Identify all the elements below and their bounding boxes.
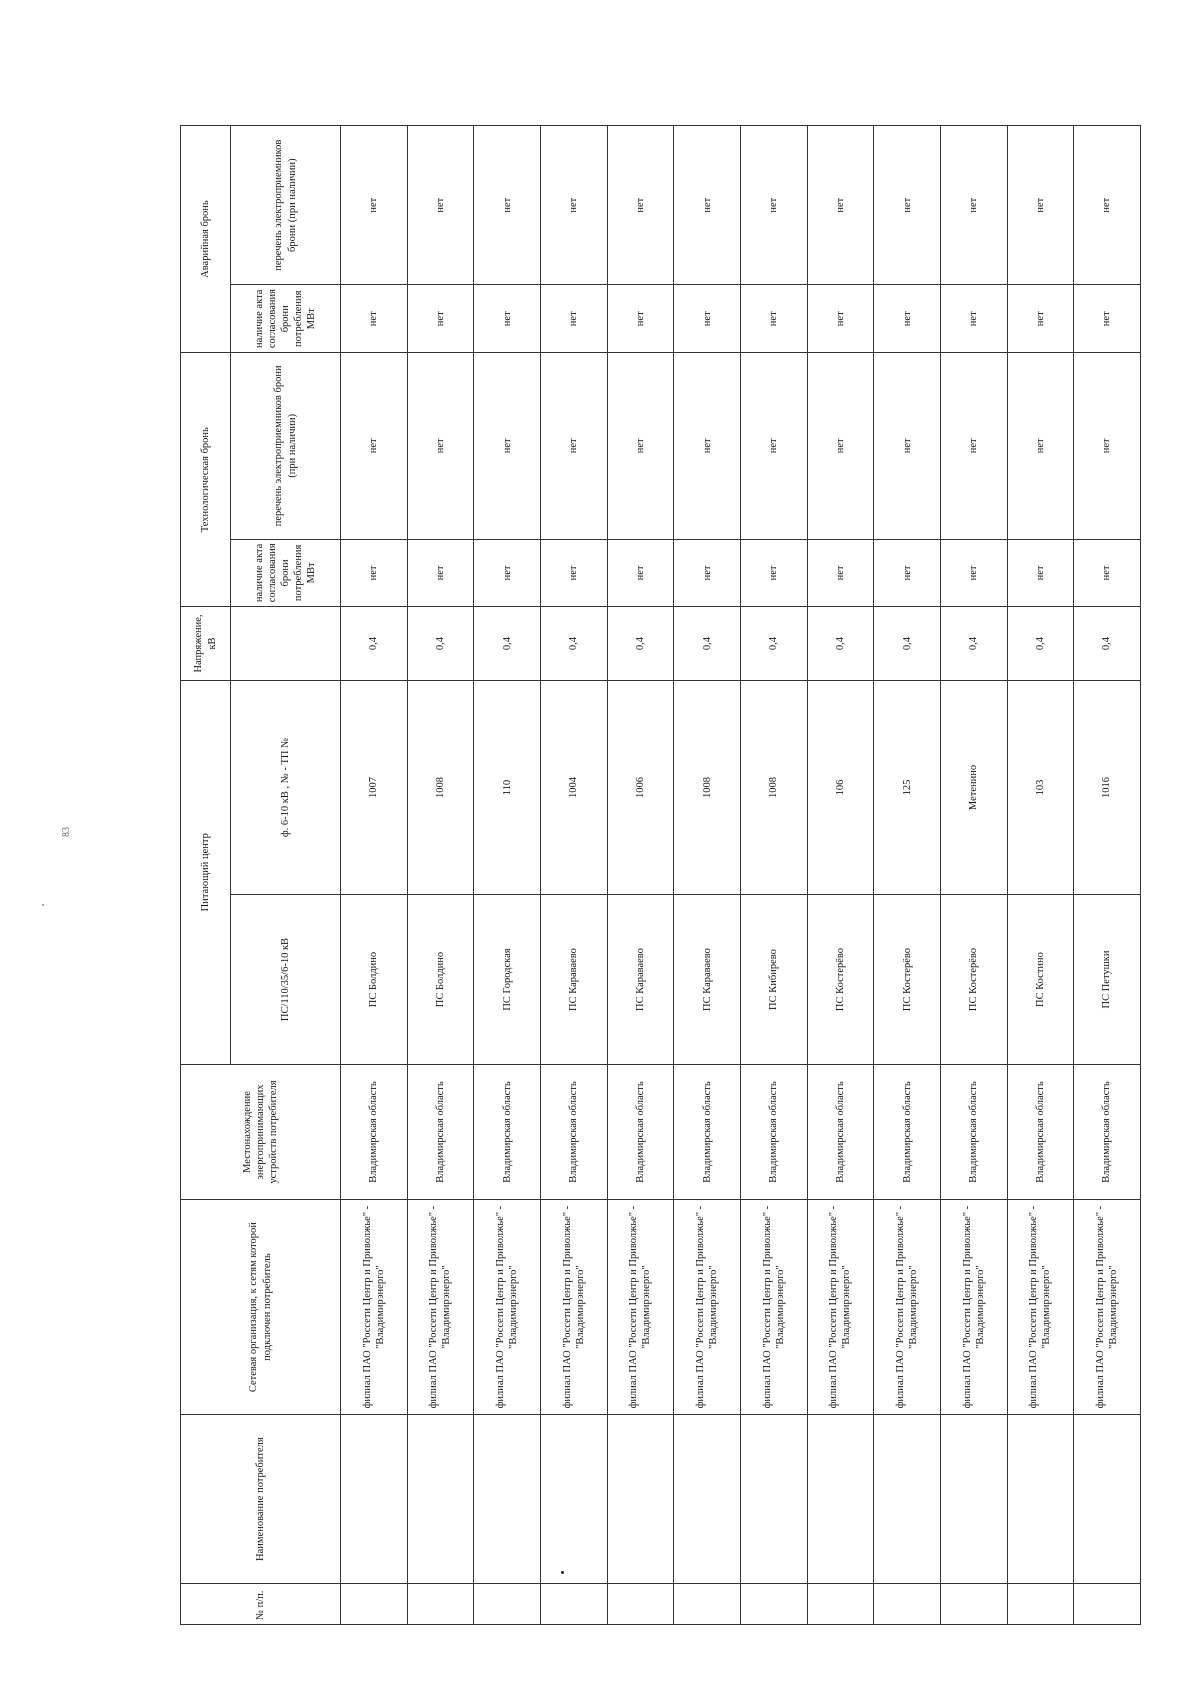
emerg-list-cell: нет	[674, 126, 741, 285]
consumer-name-cell	[341, 1414, 408, 1583]
tech-list-cell: нет	[540, 353, 607, 539]
row-number	[674, 1584, 741, 1625]
network-org-cell: филиал ПАО "Россети Центр и Приволжье" - "Владимирэнерго"	[407, 1200, 474, 1415]
location-cell: Владимирская область	[1074, 1064, 1141, 1200]
emerg-list-cell: нет	[874, 126, 941, 285]
substation-cell: ПС Караваево	[674, 895, 741, 1064]
voltage-cell: 0,4	[407, 607, 474, 680]
emerg-act-cell: нет	[607, 285, 674, 353]
voltage-cell: 0,4	[607, 607, 674, 680]
substation-cell: ПС Костино	[1007, 895, 1074, 1064]
feeder-cell: 1007	[341, 680, 408, 895]
feeder-cell: 1006	[607, 680, 674, 895]
emerg-act-cell: нет	[1074, 285, 1141, 353]
substation-cell: ПС Петушки	[1074, 895, 1141, 1064]
row-number	[407, 1584, 474, 1625]
network-org-cell: филиал ПАО "Россети Центр и Приволжье" - "Владимирэнерго"	[474, 1200, 541, 1415]
col-header-emerg-act: наличие акта согласования брони потребления МВт	[231, 285, 341, 353]
table-row	[940, 126, 1007, 1625]
tech-list-cell: нет	[474, 353, 541, 539]
table-row	[874, 126, 941, 1625]
emerg-act-cell: нет	[940, 285, 1007, 353]
col-header-network-org: Сетевая организация, к сетям которой подключен потребитель	[181, 1200, 341, 1415]
emerg-list-cell: нет	[807, 126, 874, 285]
emerg-list-cell: нет	[940, 126, 1007, 285]
col-header-ps-substation: ПС/110/35/6-10 кВ	[231, 895, 341, 1064]
feeder-cell: Метенино	[940, 680, 1007, 895]
feeder-cell: 110	[474, 680, 541, 895]
voltage-cell: 0,4	[1074, 607, 1141, 680]
scan-speck	[561, 1571, 564, 1574]
emerg-list-cell: нет	[341, 126, 408, 285]
emerg-act-cell: нет	[540, 285, 607, 353]
network-org-cell: филиал ПАО "Россети Центр и Приволжье" - "Владимирэнерго"	[1007, 1200, 1074, 1415]
col-header-emerg-list: перечень электроприемников брони (при наличии)	[231, 126, 341, 285]
emerg-list-cell: нет	[540, 126, 607, 285]
table-row	[740, 126, 807, 1625]
consumer-name-cell	[1007, 1414, 1074, 1583]
reserve-table	[180, 125, 1141, 1625]
substation-cell: ПС Караваево	[607, 895, 674, 1064]
feeder-cell: 1008	[674, 680, 741, 895]
emerg-act-cell: нет	[341, 285, 408, 353]
consumer-name-cell	[740, 1414, 807, 1583]
network-org-cell: филиал ПАО "Россети Центр и Приволжье" - "Владимирэнерго"	[674, 1200, 741, 1415]
feeder-cell: 1008	[740, 680, 807, 895]
tech-act-cell: нет	[1007, 539, 1074, 607]
substation-cell: ПС Костерёво	[807, 895, 874, 1064]
network-org-cell: филиал ПАО "Россети Центр и Приволжье" - "Владимирэнерго"	[607, 1200, 674, 1415]
row-number	[474, 1584, 541, 1625]
col-header-emergency-reserve: Аварийная бронь	[181, 126, 231, 353]
row-number	[1074, 1584, 1141, 1625]
network-org-cell: филиал ПАО "Россети Центр и Приволжье" - "Владимирэнерго"	[740, 1200, 807, 1415]
consumer-name-cell	[540, 1414, 607, 1583]
network-org-cell: филиал ПАО "Россети Центр и Приволжье" - "Владимирэнерго"	[807, 1200, 874, 1415]
emerg-list-cell: нет	[474, 126, 541, 285]
tech-list-cell: нет	[740, 353, 807, 539]
emerg-act-cell: нет	[674, 285, 741, 353]
voltage-cell: 0,4	[540, 607, 607, 680]
network-org-cell: филиал ПАО "Россети Центр и Приволжье" - "Владимирэнерго"	[540, 1200, 607, 1415]
rotated-table-stage	[180, 125, 1140, 1625]
network-org-cell: филиал ПАО "Россети Центр и Приволжье" - "Владимирэнерго"	[874, 1200, 941, 1415]
tech-act-cell: нет	[807, 539, 874, 607]
row-number	[807, 1584, 874, 1625]
col-header-tech-list: перечень электроприемников брони (при наличии)	[231, 353, 341, 539]
emerg-list-cell: нет	[407, 126, 474, 285]
feeder-cell: 106	[807, 680, 874, 895]
tech-act-cell: нет	[874, 539, 941, 607]
network-org-cell: филиал ПАО "Россети Центр и Приволжье" - "Владимирэнерго"	[341, 1200, 408, 1415]
col-header-power-center: Питающий центр	[181, 680, 231, 1064]
emerg-list-cell: нет	[1007, 126, 1074, 285]
table-row	[1007, 126, 1074, 1625]
tech-list-cell: нет	[607, 353, 674, 539]
substation-cell: ПС Кибирево	[740, 895, 807, 1064]
tech-act-cell: нет	[540, 539, 607, 607]
tech-list-cell: нет	[807, 353, 874, 539]
row-number	[874, 1584, 941, 1625]
table-row	[674, 126, 741, 1625]
header-row-1	[181, 126, 231, 1625]
table-row	[407, 126, 474, 1625]
location-cell: Владимирская область	[540, 1064, 607, 1200]
emerg-list-cell: нет	[1074, 126, 1141, 285]
col-header-tech-act: наличие акта согласования брони потребления МВт	[231, 539, 341, 607]
feeder-cell: 1008	[407, 680, 474, 895]
tech-act-cell: нет	[474, 539, 541, 607]
voltage-cell: 0,4	[874, 607, 941, 680]
row-number	[540, 1584, 607, 1625]
voltage-cell: 0,4	[1007, 607, 1074, 680]
tech-act-cell: нет	[341, 539, 408, 607]
col-header-voltage: Напряжение, кВ	[181, 607, 231, 680]
table-row	[607, 126, 674, 1625]
tech-act-cell: нет	[607, 539, 674, 607]
tech-list-cell: нет	[407, 353, 474, 539]
substation-cell: ПС Болдино	[341, 895, 408, 1064]
location-cell: Владимирская область	[607, 1064, 674, 1200]
location-cell: Владимирская область	[407, 1064, 474, 1200]
consumer-name-cell	[474, 1414, 541, 1583]
tech-list-cell: нет	[1074, 353, 1141, 539]
location-cell: Владимирская область	[474, 1064, 541, 1200]
feeder-cell: 1016	[1074, 680, 1141, 895]
row-number	[1007, 1584, 1074, 1625]
consumer-name-cell	[874, 1414, 941, 1583]
row-number	[740, 1584, 807, 1625]
voltage-cell: 0,4	[940, 607, 1007, 680]
substation-cell: ПС Костерёво	[940, 895, 1007, 1064]
row-number	[940, 1584, 1007, 1625]
voltage-cell: 0,4	[341, 607, 408, 680]
feeder-cell: 1004	[540, 680, 607, 895]
col-header-tech-reserve: Технологическая бронь	[181, 353, 231, 607]
location-cell: Владимирская область	[940, 1064, 1007, 1200]
location-cell: Владимирская область	[740, 1064, 807, 1200]
tech-list-cell: нет	[341, 353, 408, 539]
network-org-cell: филиал ПАО "Россети Центр и Приволжье" - "Владимирэнерго"	[1074, 1200, 1141, 1415]
col-header-location: Местонахождение энергопринимающих устройств потребителя	[181, 1064, 341, 1200]
voltage-cell: 0,4	[740, 607, 807, 680]
location-cell: Владимирская область	[1007, 1064, 1074, 1200]
col-header-feeder: ф. 6-10 кВ , № - ТП №	[231, 680, 341, 895]
emerg-list-cell: нет	[607, 126, 674, 285]
emerg-act-cell: нет	[474, 285, 541, 353]
substation-cell: ПС Болдино	[407, 895, 474, 1064]
page-number: 83	[61, 827, 72, 837]
tech-list-cell: нет	[1007, 353, 1074, 539]
tech-list-cell: нет	[674, 353, 741, 539]
col-header-voltage-sub	[231, 607, 341, 680]
tech-act-cell: нет	[674, 539, 741, 607]
table-row	[540, 126, 607, 1625]
substation-cell: ПС Караваево	[540, 895, 607, 1064]
table-body	[341, 126, 1141, 1625]
tech-act-cell: нет	[1074, 539, 1141, 607]
voltage-cell: 0,4	[474, 607, 541, 680]
emerg-act-cell: нет	[407, 285, 474, 353]
table-row	[474, 126, 541, 1625]
network-org-cell: филиал ПАО "Россети Центр и Приволжье" - "Владимирэнерго"	[940, 1200, 1007, 1415]
location-cell: Владимирская область	[874, 1064, 941, 1200]
tech-act-cell: нет	[407, 539, 474, 607]
consumer-name-cell	[674, 1414, 741, 1583]
tech-act-cell: нет	[740, 539, 807, 607]
consumer-name-cell	[1074, 1414, 1141, 1583]
col-header-consumer-name: Наименование потребителя	[181, 1414, 341, 1583]
col-header-no: № п/п.	[181, 1584, 341, 1625]
location-cell: Владимирская область	[807, 1064, 874, 1200]
tech-act-cell: нет	[940, 539, 1007, 607]
feeder-cell: 125	[874, 680, 941, 895]
substation-cell: ПС Костерёво	[874, 895, 941, 1064]
location-cell: Владимирская область	[674, 1064, 741, 1200]
feeder-cell: 103	[1007, 680, 1074, 895]
consumer-name-cell	[940, 1414, 1007, 1583]
tech-list-cell: нет	[940, 353, 1007, 539]
tech-list-cell: нет	[874, 353, 941, 539]
emerg-act-cell: нет	[807, 285, 874, 353]
emerg-list-cell: нет	[740, 126, 807, 285]
voltage-cell: 0,4	[674, 607, 741, 680]
voltage-cell: 0,4	[807, 607, 874, 680]
substation-cell: ПС Городская	[474, 895, 541, 1064]
location-cell: Владимирская область	[341, 1064, 408, 1200]
consumer-name-cell	[407, 1414, 474, 1583]
table-row	[1074, 126, 1141, 1625]
emerg-act-cell: нет	[1007, 285, 1074, 353]
consumer-name-cell	[607, 1414, 674, 1583]
row-number	[341, 1584, 408, 1625]
emerg-act-cell: нет	[874, 285, 941, 353]
row-number	[607, 1584, 674, 1625]
consumer-name-cell	[807, 1414, 874, 1583]
emerg-act-cell: нет	[740, 285, 807, 353]
scan-speck	[42, 904, 44, 906]
table-row	[807, 126, 874, 1625]
table-row	[341, 126, 408, 1625]
